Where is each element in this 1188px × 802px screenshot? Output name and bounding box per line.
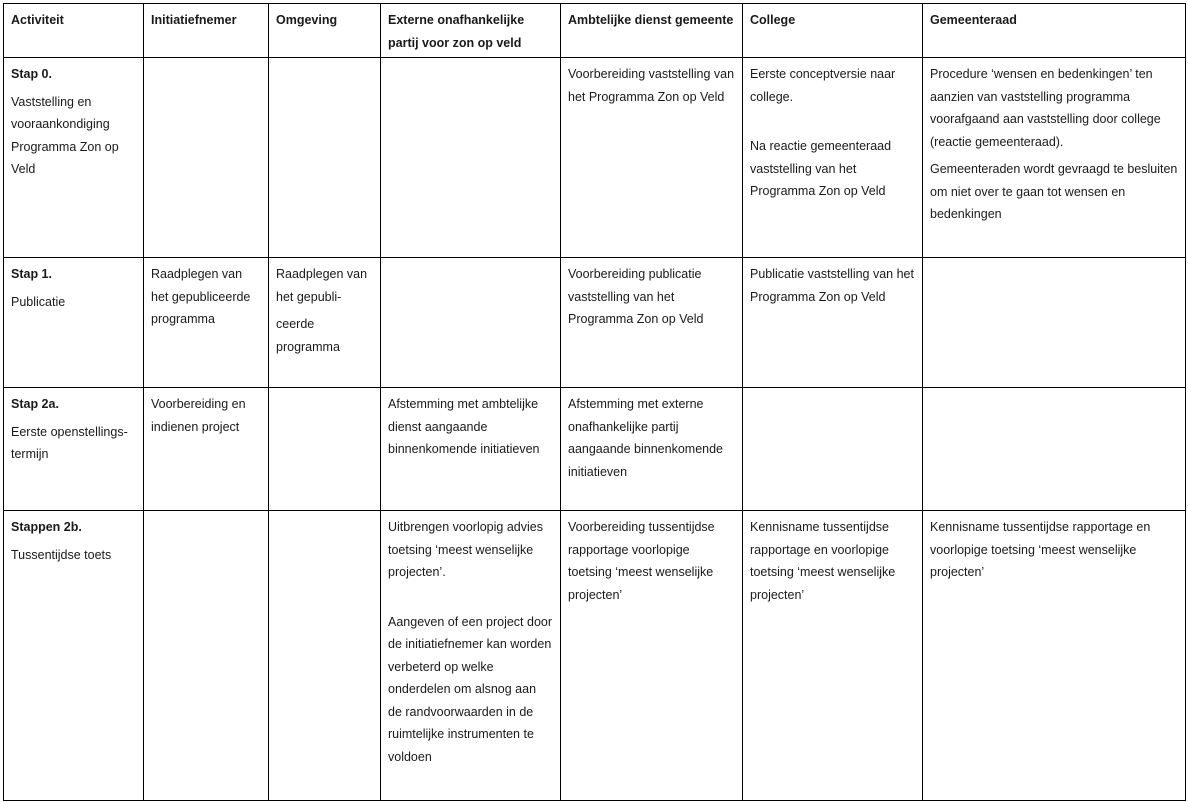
cell-gemeenteraad [923,511,1186,801]
cell-text: Afstemming met externe onafhankelijke partij aangaande binnenkomende initiatieven [568,397,723,479]
cell-omgeving [269,511,381,801]
cell-externe-partij [381,258,561,388]
table-row [4,58,1186,258]
cell-gemeenteraad [923,258,1186,388]
cell-externe-partij [381,388,561,511]
cell-text: Voorbereiding tussentijdse rapportage voorlopige toetsing ‘meest wenselijke projecten’ [568,520,715,602]
cell-activiteit [4,388,144,511]
step-title: Stap 1. [11,267,52,281]
cell-text: Afstemming met ambtelijke dienst aangaande binnenkomende initiatieven [388,397,540,456]
cell-activiteit [4,258,144,388]
cell-initiatiefnemer [144,388,269,511]
cell-college [743,511,923,801]
cell-gemeenteraad [923,388,1186,511]
cell-text: Tussentijdse toets [11,547,112,562]
cell-activiteit [4,511,144,801]
step-title: Stap 2a. [11,397,59,411]
cell-omgeving [269,388,381,511]
process-table [3,3,1186,801]
cell-ambtelijke-dienst [561,511,743,801]
cell-initiatiefnemer [144,258,269,388]
cell-ambtelijke-dienst [561,388,743,511]
cell-omgeving [269,258,381,388]
cell-text: Eerste conceptversie naar college. [750,67,896,104]
cell-initiatiefnemer [144,511,269,801]
cell-text: Voorbereiding vaststelling van het Programma Zon op Veld [568,67,735,104]
header-initiatiefnemer: Initiatiefnemer [144,4,269,58]
cell-college [743,258,923,388]
cell-text: Kennisname tussentijdse rapportage en voorlopige toetsing ‘meest wenselijke projecten’ [750,520,896,602]
table-row [4,258,1186,388]
cell-activiteit [4,58,144,258]
step-title: Stappen 2b. [11,520,82,534]
cell-text [388,589,553,606]
cell-text: Publicatie [11,294,66,309]
cell-text: Raadplegen van het gepubliceerde programma [151,267,251,326]
cell-college [743,388,923,511]
cell-college [743,58,923,258]
cell-text: Eerste openstellings-termijn [11,424,128,461]
header-ambtelijke-dienst: Ambtelijke dienst gemeente [561,4,743,58]
cell-text: Procedure ‘wensen en bedenkingen’ ten aanzien van vaststelling programma voorafgaand aan vaststelling door college (reactie gemeenteraad). [930,67,1161,149]
table-row [4,511,1186,801]
cell-text: Publicatie vaststelling van het Programma Zon op Veld [750,267,914,304]
header-omgeving: Omgeving [269,4,381,58]
cell-text: Voorbereiding publicatie vaststelling van het Programma Zon op Veld [568,267,704,326]
header-row [4,4,1186,58]
header-gemeenteraad: Gemeenteraad [923,4,1186,58]
cell-initiatiefnemer [144,58,269,258]
header-activiteit: Activiteit [4,4,144,58]
cell-gemeenteraad [923,58,1186,258]
cell-externe-partij [381,511,561,801]
cell-omgeving [269,58,381,258]
cell-text: ceerde programma [276,317,340,354]
cell-externe-partij [381,58,561,258]
cell-text: Vaststelling en vooraankondiging Programma Zon op Veld [11,94,119,176]
cell-text: Raadplegen van het gepubli- [276,267,368,304]
step-title: Stap 0. [11,67,52,81]
header-externe-partij: Externe onafhankelijke partij voor zon op veld [381,4,561,58]
table-row [4,388,1186,511]
cell-text: Aangeven of een project door de initiatiefnemer kan worden verbeterd op welke onderdelen om alsnog aan de randvoorwaarden in de ruimtelijke instrumenten te voldoen [388,614,553,764]
cell-ambtelijke-dienst [561,258,743,388]
cell-text: Voorbereiding en indienen project [151,397,246,434]
cell-text: Gemeenteraden wordt gevraagd te besluiten om niet over te gaan tot wensen en bedenkingen [930,162,1178,221]
header-college: College [743,4,923,58]
cell-text: Na reactie gemeenteraad vaststelling van het Programma Zon op Veld [750,139,892,198]
cell-text: Uitbrengen voorlopig advies toetsing ‘meest wenselijke projecten’. [388,520,543,579]
cell-text: Kennisname tussentijdse rapportage en voorlopige toetsing ‘meest wenselijke projecten’ [930,520,1151,579]
cell-text [750,113,915,130]
cell-ambtelijke-dienst [561,58,743,258]
